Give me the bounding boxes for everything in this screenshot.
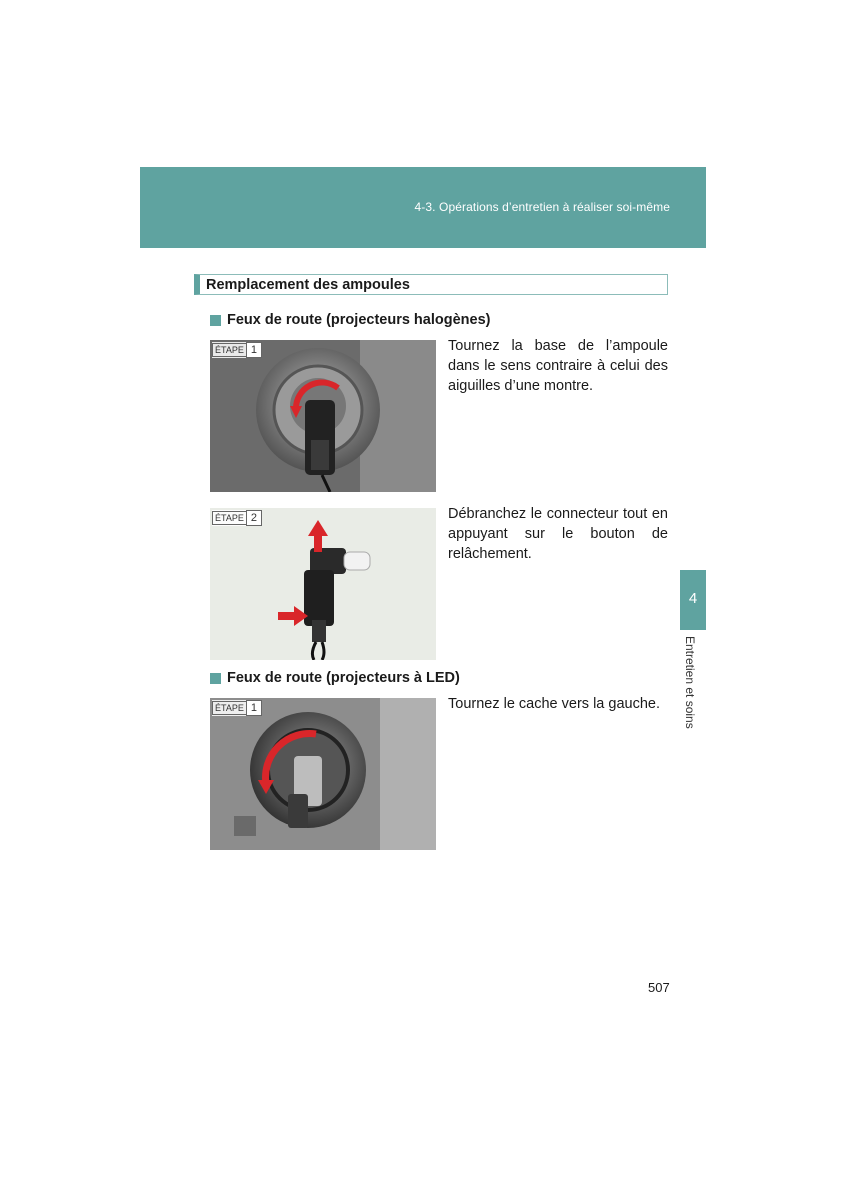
photo-led-step1 xyxy=(210,698,436,850)
subheading-led xyxy=(210,670,460,686)
square-bullet-icon xyxy=(210,315,221,326)
step-number: 2 xyxy=(246,510,262,526)
step-word: ÉTAPE xyxy=(212,701,246,715)
step-badge xyxy=(212,510,262,526)
subheading-led-text: Feux de route (projecteurs à LED) xyxy=(227,670,460,686)
step-description: Tournez le cache vers la gauche. xyxy=(448,696,660,712)
section-title-text: Remplacement des ampoules xyxy=(206,277,410,293)
square-bullet-icon xyxy=(210,673,221,684)
connector-release-illustration xyxy=(210,508,436,660)
chapter-label: Entretien et soins xyxy=(683,636,697,729)
step-description: Débranchez le connecteur tout en appuyant sur le bouton de relâchement. xyxy=(448,506,668,562)
page-number: 507 xyxy=(648,980,670,995)
chapter-number: 4 xyxy=(688,590,698,607)
photo-halogen-step1 xyxy=(210,340,436,492)
section-header: 4-3. Opérations d’entretien à réaliser soi-même xyxy=(414,200,670,214)
subheading-halogen-text: Feux de route (projecteurs halogènes) xyxy=(227,312,491,328)
step-description: Tournez la base de l’ampoule dans le sens contraire à celui des aiguilles d’une montre. xyxy=(448,338,668,394)
led-cover-illustration xyxy=(210,698,436,850)
chapter-tab[interactable] xyxy=(680,570,706,630)
section-title xyxy=(194,274,668,295)
step-badge xyxy=(212,342,262,358)
step-number: 1 xyxy=(246,700,262,716)
step-word: ÉTAPE xyxy=(212,343,246,357)
step-word: ÉTAPE xyxy=(212,511,246,525)
halogen-bulb-socket-illustration xyxy=(210,340,436,492)
subheading-halogen xyxy=(210,312,490,328)
step-badge xyxy=(212,700,262,716)
step-number: 1 xyxy=(246,342,262,358)
photo-halogen-step2 xyxy=(210,508,436,660)
header-band xyxy=(140,167,706,248)
